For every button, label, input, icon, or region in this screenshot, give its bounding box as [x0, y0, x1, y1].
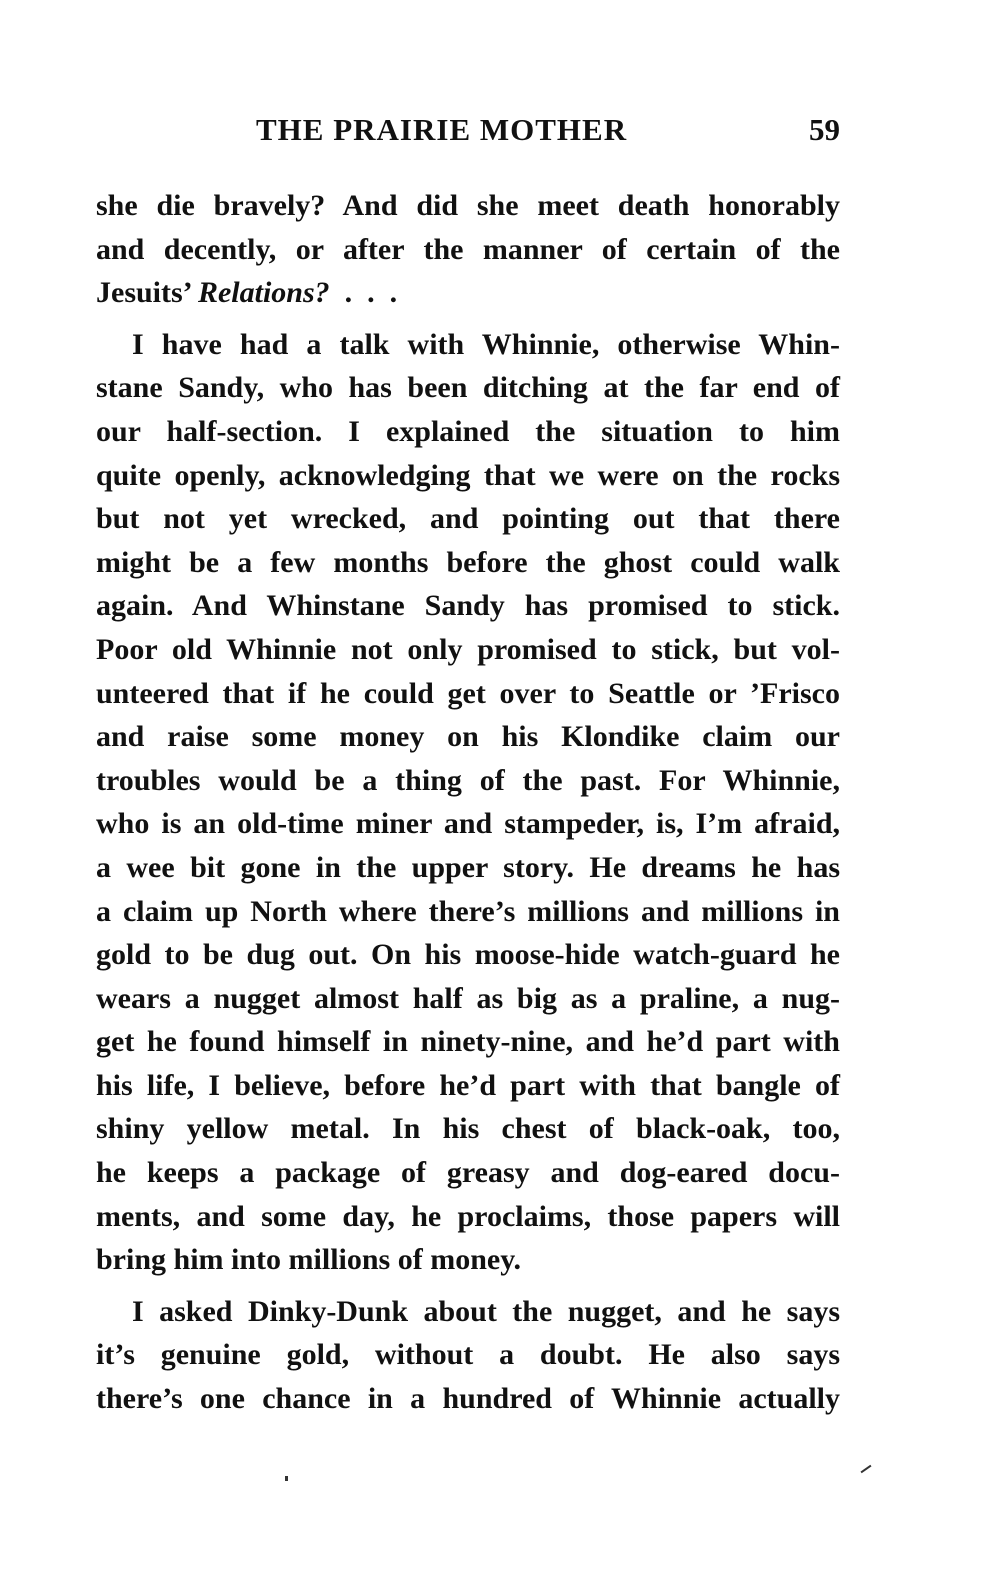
- print-speck: [285, 1476, 288, 1481]
- print-speck: [861, 1465, 872, 1474]
- text-line: wears a nugget almost half as big as a praline, a nug-: [96, 981, 840, 1015]
- text-line: a claim up North where there’s millions and millions in: [96, 894, 840, 928]
- text-line: gold to be dug out. On his moose-hide watch-guard he: [96, 938, 840, 972]
- text-line: shiny yellow metal. In his chest of black-oak, too,: [96, 1112, 840, 1146]
- body-text: [96, 184, 840, 1421]
- text-line: unteered that if he could get over to Seattle or ’Frisco: [96, 676, 840, 710]
- text-line: I have had a talk with Whinnie, otherwise Whin-: [132, 327, 840, 361]
- text-line: bring him into millions of money.: [96, 1243, 522, 1277]
- page-header: [96, 112, 840, 156]
- text-line: quite openly, acknowledging that we were on the rocks: [96, 458, 840, 492]
- text-line: it’s genuine gold, without a doubt. He also says: [96, 1338, 840, 1372]
- text-line: his life, I believe, before he’d part with that bangle of: [96, 1068, 840, 1102]
- text-line: again. And Whinstane Sandy has promised to stick.: [96, 589, 840, 623]
- text-line: who is an old-time miner and stampeder, is, I’m afraid,: [96, 807, 840, 841]
- text-line: troubles would be a thing of the past. For Whinnie,: [96, 763, 840, 797]
- text-run: Jesuits’: [96, 276, 198, 310]
- ellipsis: . . .: [329, 276, 398, 310]
- text-line: stane Sandy, who has been ditching at the far end of: [96, 371, 840, 405]
- text-line: a wee bit gone in the upper story. He dreams he has: [96, 850, 840, 884]
- text-line: might be a few months before the ghost could walk: [96, 545, 840, 579]
- text-line: there’s one chance in a hundred of Whinnie actually: [96, 1382, 840, 1416]
- running-head: THE PRAIRIE MOTHER: [256, 112, 628, 147]
- text-line: get he found himself in ninety-nine, and he’d part with: [96, 1025, 840, 1059]
- text-line: and raise some money on his Klondike claim our: [96, 720, 840, 754]
- text-line: and decently, or after the manner of certain of the: [96, 232, 840, 266]
- text-line: ments, and some day, he proclaims, those papers will: [96, 1199, 840, 1233]
- text-line: she die bravely? And did she meet death honorably: [96, 189, 840, 222]
- text-line: our half-section. I explained the situation to him: [96, 414, 840, 448]
- text-line: he keeps a package of greasy and dog-eared docu-: [96, 1156, 840, 1190]
- text-line: I asked Dinky-Dunk about the nugget, and he says: [132, 1294, 840, 1328]
- text-line: [96, 271, 840, 315]
- text-line: but not yet wrecked, and pointing out that there: [96, 502, 840, 536]
- page-number: 59: [809, 112, 840, 147]
- italic-title: Relations?: [197, 276, 330, 310]
- text-line: Poor old Whinnie not only promised to stick, but vol-: [96, 632, 840, 666]
